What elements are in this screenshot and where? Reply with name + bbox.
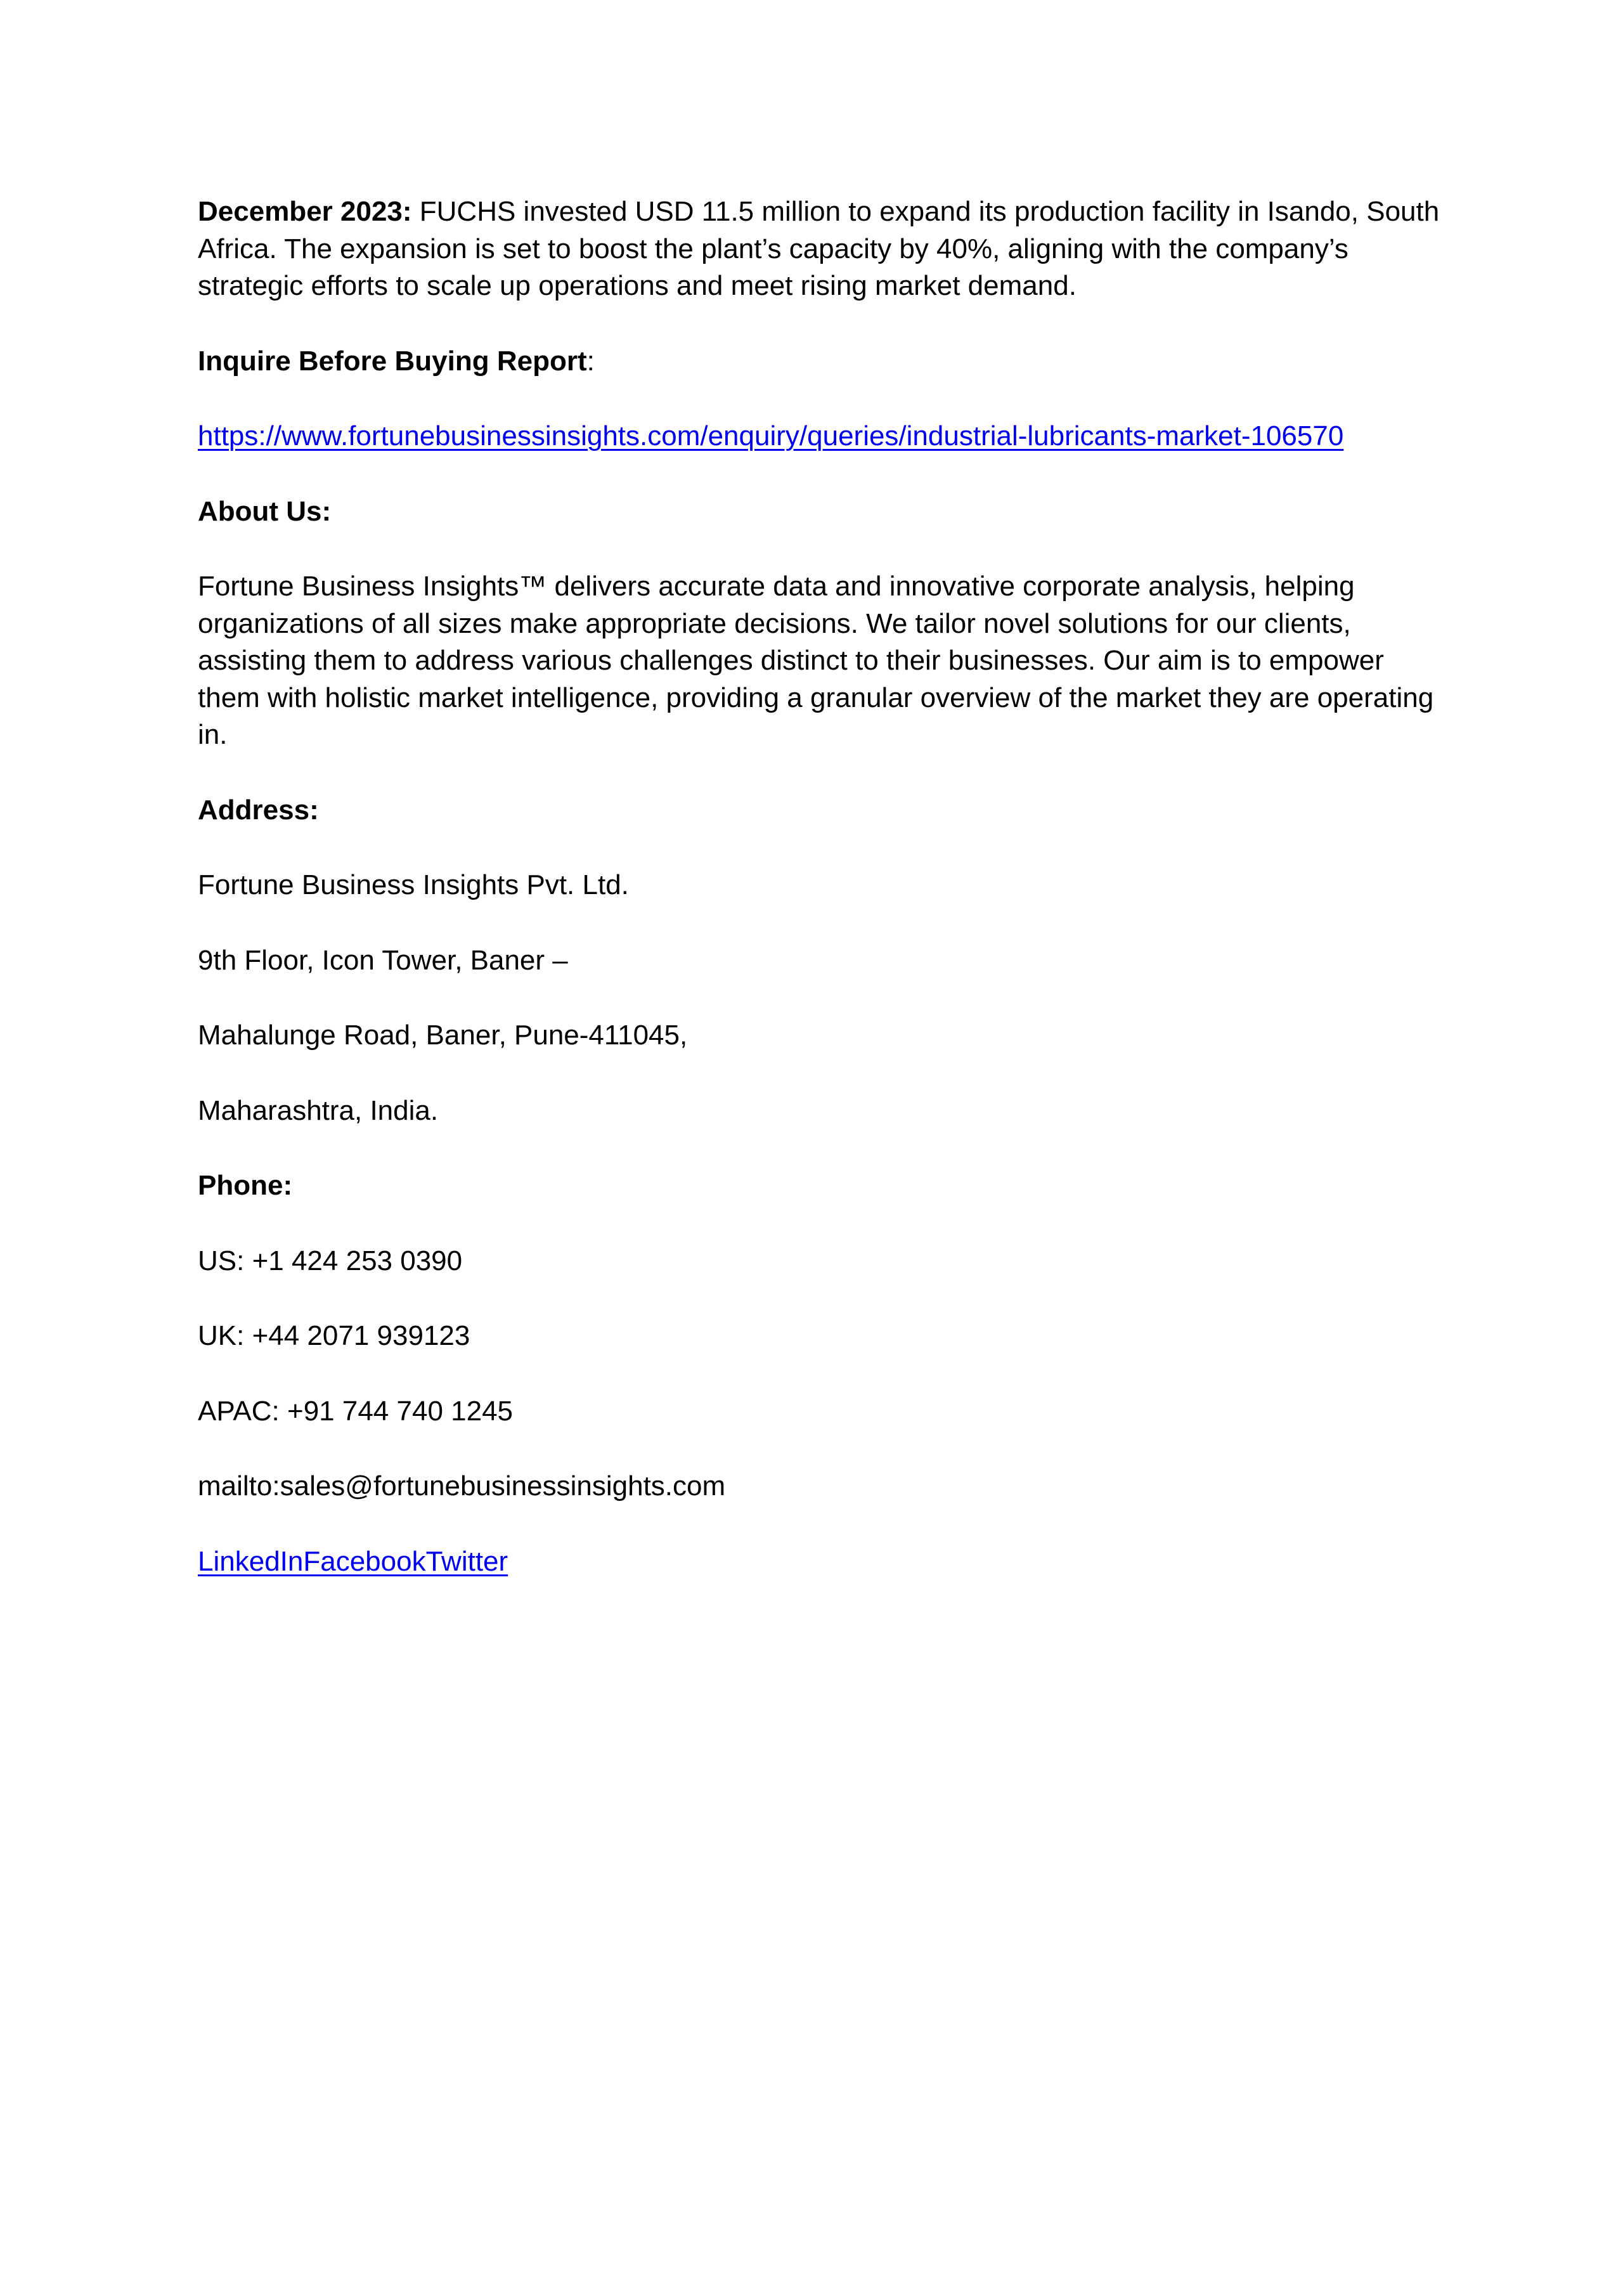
news-paragraph [198,193,1440,305]
address-line-building: 9th Floor, Icon Tower, Baner – [198,944,568,976]
facebook-link[interactable]: Facebook [303,1545,426,1577]
phone-heading: Phone: [198,1170,293,1201]
about-paragraph: Fortune Business Insights™ delivers accurate data and innovative corporate analysis, helping organizations of all sizes make appropriate decisions. We tailor novel solutions for our clients, assisting them to address various challenges distinct to their businesses. Our aim is to empower them with holistic market intelligence, providing a granular overview of the market they are operating in. [198,571,1434,750]
inquire-heading: Inquire Before Buying Report [198,345,587,377]
phone-us: US: +1 424 253 0390 [198,1245,463,1276]
email-line: mailto:sales@fortunebusinessinsights.com [198,1470,726,1501]
inquire-colon: : [586,345,595,377]
inquire-heading-line [198,343,1440,380]
address-heading: Address: [198,794,319,826]
phone-apac: APAC: +91 744 740 1245 [198,1395,514,1427]
news-text: FUCHS invested USD 11.5 million to expand its production facility in Isando, South Africa. The expansion is set to boost the plant’s capacity by 40%, aligning with the company’s strategic efforts to scale up operations and meet rising market demand. [198,196,1440,301]
inquire-link[interactable]: https://www.fortunebusinessinsights.com/enquiry/queries/industrial-lubricants-market-106570 [198,420,1344,451]
address-line-road: Mahalunge Road, Baner, Pune-411045, [198,1020,688,1051]
news-date-label: December 2023: [198,196,412,227]
about-heading: About Us: [198,495,332,527]
document-page [198,193,1440,1618]
phone-uk: UK: +44 2071 939123 [198,1320,470,1351]
twitter-link[interactable]: Twitter [425,1545,508,1577]
inquire-link-line [198,418,1440,455]
address-line-state: Maharashtra, India. [198,1094,439,1126]
address-line-company: Fortune Business Insights Pvt. Ltd. [198,869,629,900]
linkedin-link[interactable]: LinkedIn [198,1545,304,1577]
social-links [198,1543,1440,1581]
